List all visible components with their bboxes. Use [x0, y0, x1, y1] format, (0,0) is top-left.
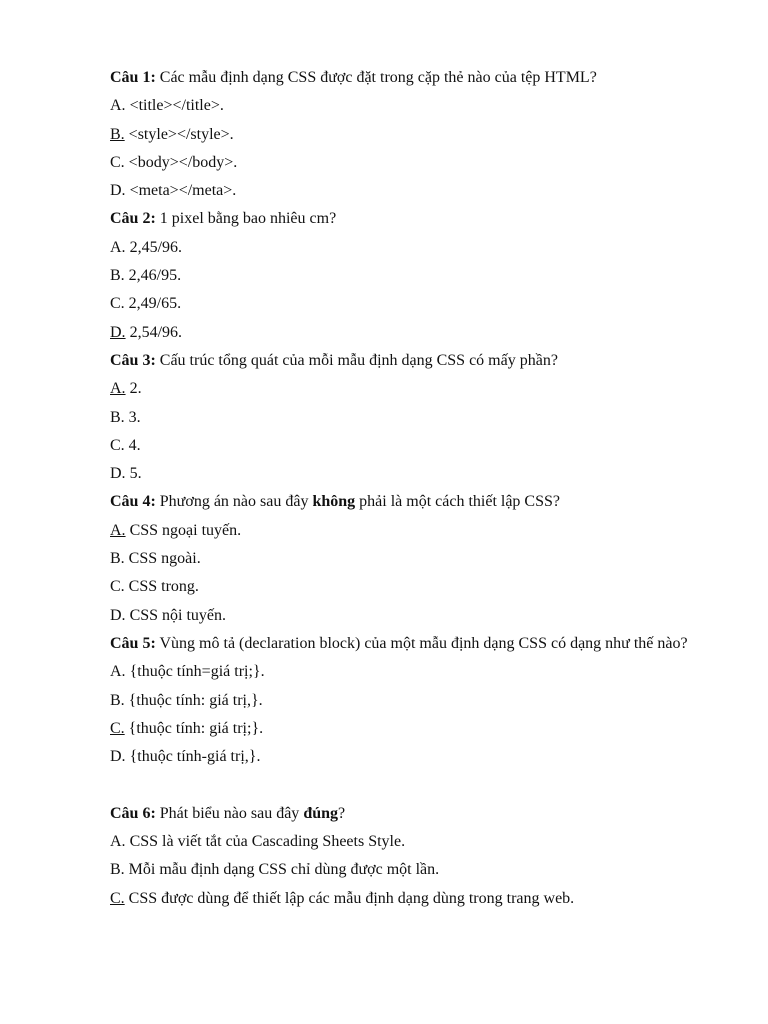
option-text: 5.: [125, 465, 142, 483]
question-1-option: [110, 92, 692, 120]
question-1-option: [110, 121, 692, 149]
question-label: Câu 5:: [110, 634, 156, 652]
option-letter: A.: [110, 833, 126, 851]
question-6-prompt: [110, 800, 692, 828]
question-5-prompt: [110, 630, 692, 658]
question-text: Các mẫu định dạng CSS được đặt trong cặp thẻ nào của tệp HTML?: [155, 69, 597, 86]
option-letter: C.: [110, 436, 125, 454]
question-text: ?: [338, 804, 346, 822]
question-5-option: [110, 687, 692, 715]
question-2-option: [110, 234, 692, 262]
question-1-option: [110, 149, 692, 177]
question-1-prompt: [110, 64, 692, 92]
question-1-option: [110, 177, 692, 205]
option-letter: A.: [110, 521, 126, 539]
option-text: CSS nội tuyến.: [125, 606, 227, 624]
question-2-option: [110, 319, 692, 347]
question-3-option: [110, 432, 692, 460]
option-text: CSS ngoại tuyến.: [125, 521, 242, 539]
option-letter: B.: [110, 550, 125, 568]
question-3-option: [110, 404, 692, 432]
option-letter: D.: [110, 465, 126, 483]
option-text: {thuộc tính-giá trị,}.: [125, 748, 261, 766]
question-text: 1 pixel bằng bao nhiêu cm?: [155, 210, 337, 228]
quiz-document: [110, 64, 692, 913]
question-3-option: [110, 460, 692, 488]
question-4-prompt: [110, 488, 692, 516]
option-letter: C.: [110, 578, 125, 596]
option-letter: D.: [110, 606, 126, 624]
question-4-option: [110, 602, 692, 630]
question-6-option: [110, 856, 692, 884]
question-6-option: [110, 885, 692, 913]
option-text: <title></title>.: [125, 97, 224, 115]
option-letter: D.: [110, 323, 126, 341]
question-4-option: [110, 573, 692, 601]
question-2-option: [110, 290, 692, 318]
question-5-option: [110, 743, 692, 771]
question-6-option: [110, 828, 692, 856]
option-letter: B.: [110, 691, 125, 709]
option-letter: D.: [110, 182, 126, 200]
option-text: 2,49/65.: [124, 295, 182, 313]
question-text: Phương án nào sau đây: [155, 493, 313, 511]
emphasis-text: không: [312, 493, 356, 511]
option-text: 2,54/96.: [125, 323, 183, 341]
option-letter: B.: [110, 267, 125, 285]
option-text: 4.: [124, 436, 141, 454]
option-text: <meta></meta>.: [125, 182, 237, 200]
option-text: {thuộc tính=giá trị;}.: [125, 663, 265, 681]
question-4-option: [110, 517, 692, 545]
question-text: phải là một cách thiết lập CSS?: [355, 493, 560, 511]
option-text: 2,45/96.: [125, 238, 183, 256]
question-label: Câu 3:: [110, 351, 156, 369]
option-letter: A.: [110, 663, 126, 681]
question-text: Phát biểu nào sau đây: [155, 804, 304, 822]
question-text: Vùng mô tả (declaration block) của một mẫu định dạng CSS có dạng như thế nào?: [155, 634, 688, 652]
question-2-option: [110, 262, 692, 290]
option-letter: D.: [110, 748, 126, 766]
option-letter: B.: [110, 125, 125, 143]
option-letter: B.: [110, 408, 125, 426]
question-3-option: [110, 375, 692, 403]
option-text: CSS là viết tắt của Cascading Sheets Style.: [125, 833, 406, 851]
emphasis-text: đúng: [303, 804, 339, 822]
option-letter: A.: [110, 380, 126, 398]
option-text: 3.: [124, 408, 141, 426]
option-text: CSS được dùng để thiết lập các mẫu định dạng dùng trong trang web.: [124, 889, 575, 907]
paragraph-gap: [110, 771, 692, 799]
option-letter: C.: [110, 719, 125, 737]
question-text: Cấu trúc tổng quát của mỗi mẫu định dạng CSS có mấy phần?: [155, 351, 558, 369]
option-letter: C.: [110, 295, 125, 313]
question-label: Câu 2:: [110, 210, 156, 228]
option-text: CSS trong.: [124, 578, 199, 596]
option-text: 2,46/95.: [124, 267, 182, 285]
option-letter: A.: [110, 97, 126, 115]
option-text: Mỗi mẫu định dạng CSS chỉ dùng được một lần.: [124, 861, 440, 879]
option-letter: A.: [110, 238, 126, 256]
question-3-prompt: [110, 347, 692, 375]
question-label: Câu 6:: [110, 804, 156, 822]
option-letter: C.: [110, 153, 125, 171]
option-text: {thuộc tính: giá trị;}.: [124, 719, 264, 737]
option-text: <body></body>.: [124, 153, 238, 171]
option-text: <style></style>.: [124, 125, 234, 143]
option-text: {thuộc tính: giá trị,}.: [124, 691, 263, 709]
question-5-option: [110, 658, 692, 686]
option-letter: C.: [110, 889, 125, 907]
question-label: Câu 1:: [110, 69, 156, 86]
option-letter: B.: [110, 861, 125, 879]
question-5-option: [110, 715, 692, 743]
option-text: 2.: [125, 380, 142, 398]
option-text: CSS ngoài.: [124, 550, 201, 568]
question-2-prompt: [110, 205, 692, 233]
question-4-option: [110, 545, 692, 573]
question-label: Câu 4:: [110, 493, 156, 511]
